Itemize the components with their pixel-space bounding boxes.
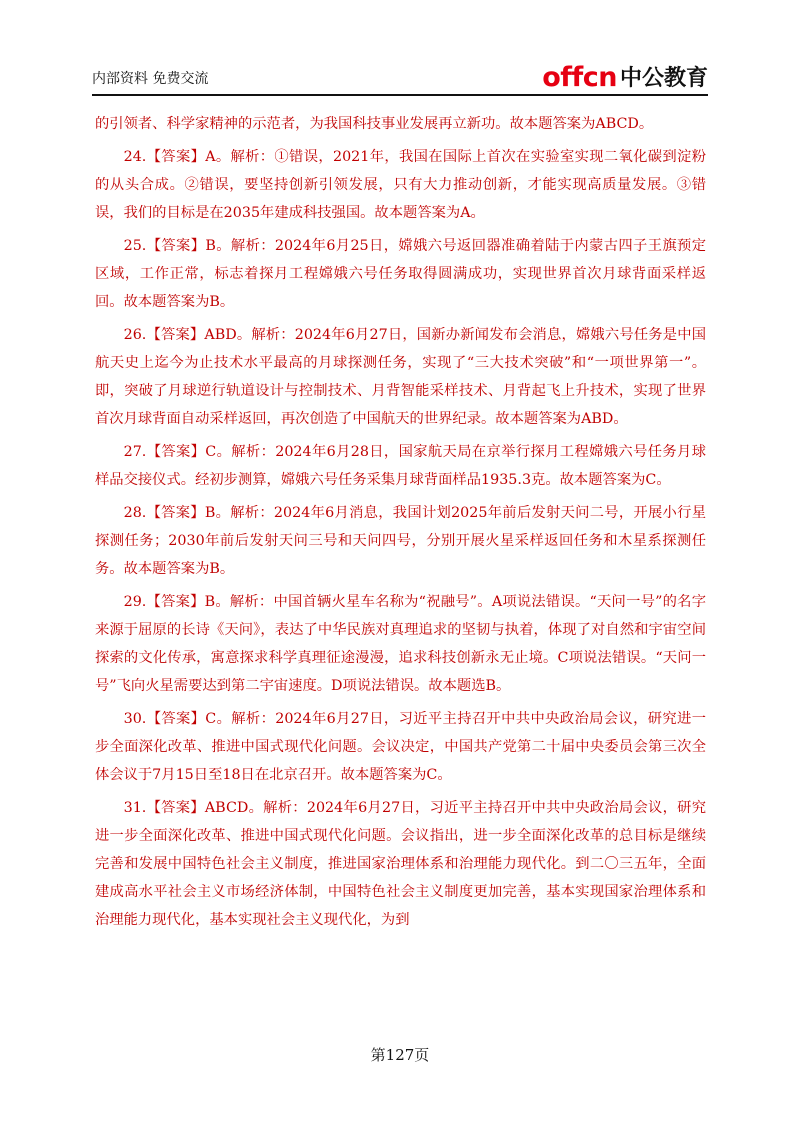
answer-30: 30.【答案】C。解析：2024年6月27日，习近平主持召开中共中央政治局会议，研究进一步全面深化改革、推进中国式现代化问题。会议决定，中国共产党第二十届中央委员会第三次全体会议于7月15日至18日在北京召开。故本题答案为C。: [95, 711, 706, 783]
logo-mark: offcn: [542, 62, 617, 93]
offcn-logo: [542, 64, 708, 92]
logo-text: 中公教育: [619, 66, 708, 91]
answer-31: 31.【答案】ABCD。解析：2024年6月27日，习近平主持召开中共中央政治局会议，研究进一步全面深化改革、推进中国式现代化问题。会议指出，进一步全面深化改革的总目标是继续完善和发展中国特色社会主义制度，推进国家治理体系和治理能力现代化。到二〇三五年，全面建成高水平社会主义市场经济体制，中国特色社会主义制度更加完善，基本实现国家治理体系和治理能力现代化，基本实现社会主义现代化，为到: [95, 800, 706, 928]
page-number: 第127页: [370, 1046, 430, 1064]
answer-27: 27.【答案】C。解析：2024年6月28日，国家航天局在京举行探月工程嫦娥六号任务月球样品交接仪式。经初步测算，嫦娥六号任务采集月球背面样品1935.3克。故本题答案为C。: [95, 444, 706, 488]
answer-25: 25.【答案】B。解析：2024年6月25日，嫦娥六号返回器准确着陆于内蒙古四子王旗预定区域，工作正常，标志着探月工程嫦娥六号任务取得圆满成功，实现世界首次月球背面采样返回。故本题答案为B。: [95, 238, 706, 310]
header-label: 内部资料 免费交流: [92, 71, 209, 87]
answer-26: 26.【答案】ABD。解析：2024年6月27日，国新办新闻发布会消息，嫦娥六号任务是中国航天史上迄今为止技术水平最高的月球探测任务，实现了“三大技术突破”和“一项世界第一”。即，突破了月球逆行轨道设计与控制技术、月背智能采样技术、月背起飞上升技术，实现了世界首次月球背面自动采样返回，再次创造了中国航天的世界纪录。故本题答案为ABD。: [95, 327, 706, 427]
answer-29: 29.【答案】B。解析：中国首辆火星车名称为“祝融号”。A项说法错误。“天问一号”的名字来源于屈原的长诗《天问》，表达了中华民族对真理追求的坚韧与执着，体现了对自然和宇宙空间探索的文化传承，寓意探求科学真理征途漫漫，追求科技创新永无止境。C项说法错误。“天问一号”飞向火星需要达到第二宇宙速度。D项说法错误。故本题选B。: [95, 594, 706, 694]
answer-content: [95, 110, 706, 939]
answer-28: 28.【答案】B。解析：2024年6月消息，我国计划2025年前后发射天问二号，开展小行星探测任务；2030年前后发射天问三号和天问四号，分别开展火星采样返回任务和木星系探测任务。故本题答案为B。: [95, 505, 706, 577]
paragraph-continuation: 的引领者、科学家精神的示范者，为我国科技事业发展再立新功。故本题答案为ABCD。: [95, 116, 654, 132]
answer-24: 24.【答案】A。解析：①错误，2021年，我国在国际上首次在实验室实现二氧化碳到淀粉的从头合成。②错误，要坚持创新引领发展，只有大力推动创新，才能实现高质量发展。③错误，我们的目标是在2035年建成科技强国。故本题答案为A。: [95, 149, 706, 221]
page-header: [92, 60, 708, 94]
header-divider: [92, 94, 708, 96]
